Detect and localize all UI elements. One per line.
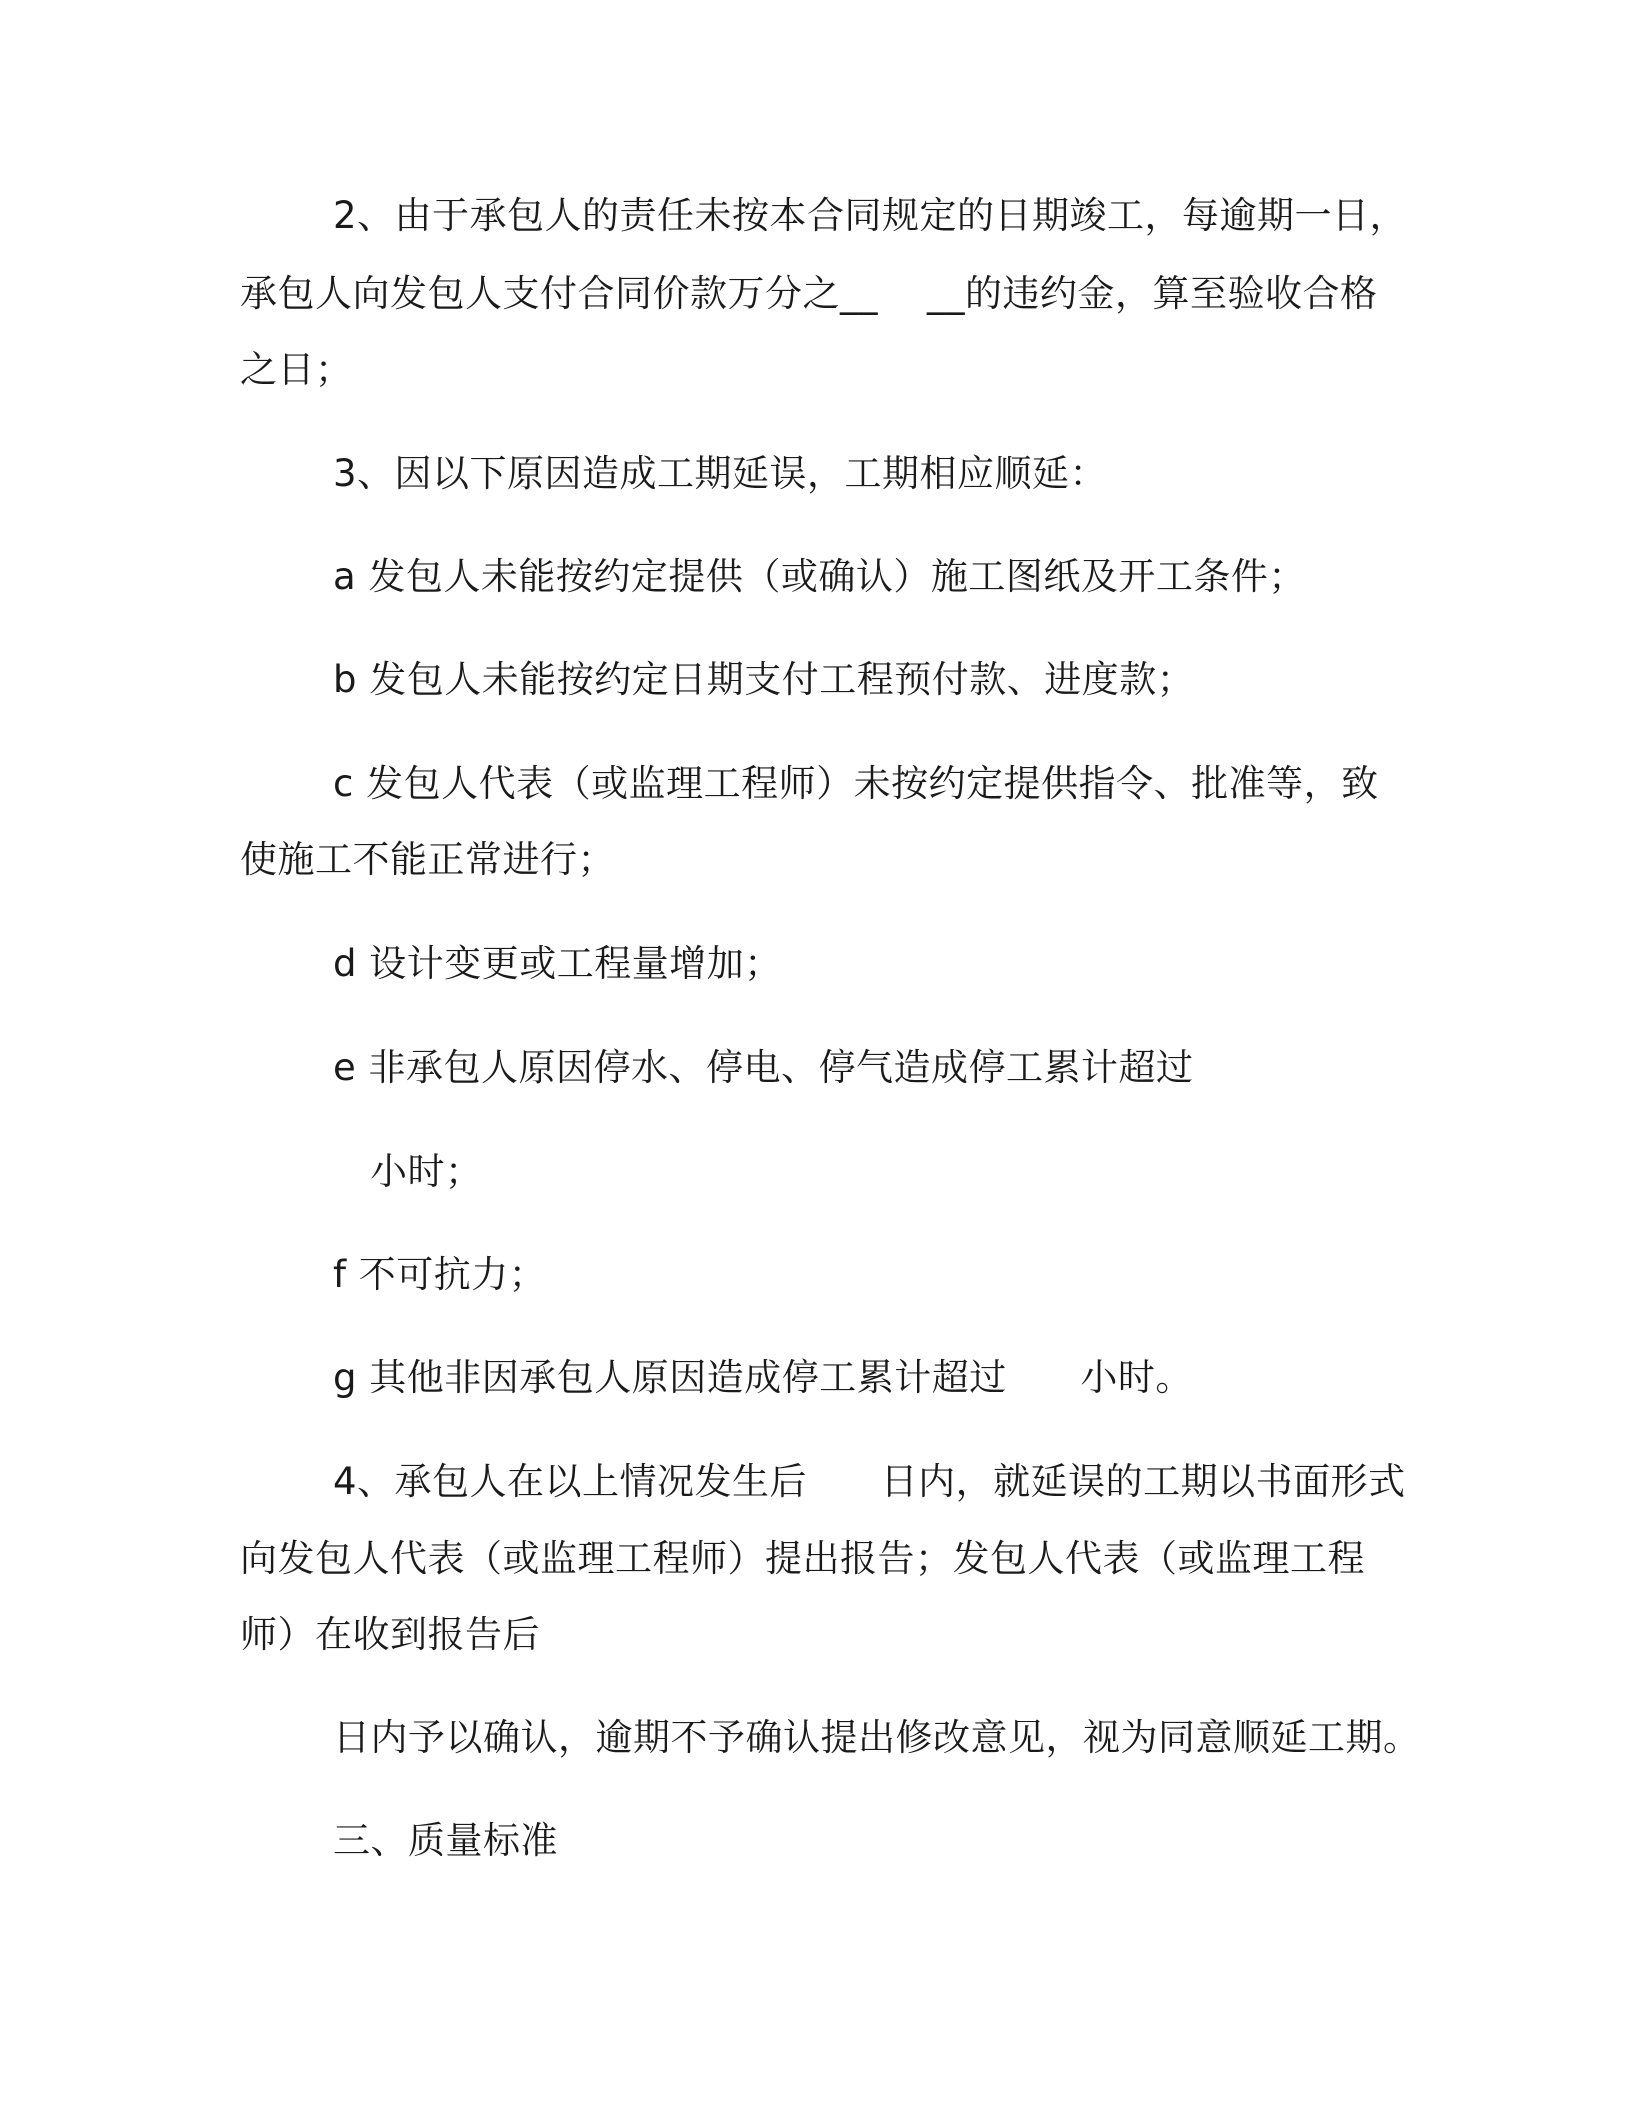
section-3-heading: 三、质量标准 — [333, 1819, 558, 1862]
item-c-line-1: c 发包人代表（或监理工程师）未按约定提供指令、批准等，致 — [333, 762, 1379, 805]
clause-4-line-3: 师）在收到报告后 — [240, 1613, 540, 1656]
clause-2-line-3: 之日； — [240, 348, 353, 391]
item-a: a 发包人未能按约定提供（或确认）施工图纸及开工条件； — [333, 555, 1306, 598]
item-d: d 设计变更或工程量增加； — [333, 942, 782, 985]
clause-4-line-1: 4、承包人在以上情况发生后 日内，就延误的工期以书面形式 — [333, 1460, 1406, 1503]
item-b: b 发包人未能按约定日期支付工程预付款、进度款； — [333, 658, 1195, 701]
item-g: g 其他非因承包人原因造成停工累计超过 小时。 — [333, 1356, 1193, 1399]
clause-3-heading: 3、因以下原因造成工期延误，工期相应顺延： — [333, 452, 1108, 495]
clause-2-line-2: 承包人向发包人支付合同价款万分之__ __的违约金，算至验收合格 — [240, 272, 1378, 315]
item-e-line-2: 小时； — [370, 1150, 483, 1193]
clause-4-line-2: 向发包人代表（或监理工程师）提出报告；发包人代表（或监理工程 — [240, 1537, 1365, 1580]
item-f: f 不可抗力； — [333, 1253, 547, 1296]
item-e-line-1: e 非承包人原因停水、停电、停气造成停工累计超过 — [333, 1046, 1194, 1089]
clause-4-line-4: 日内予以确认，逾期不予确认提出修改意见，视为同意顺延工期。 — [333, 1716, 1421, 1759]
clause-2-line-1: 2、由于承包人的责任未按本合同规定的日期竣工，每逾期一日， — [333, 194, 1408, 237]
item-c-line-2: 使施工不能正常进行； — [240, 838, 615, 881]
